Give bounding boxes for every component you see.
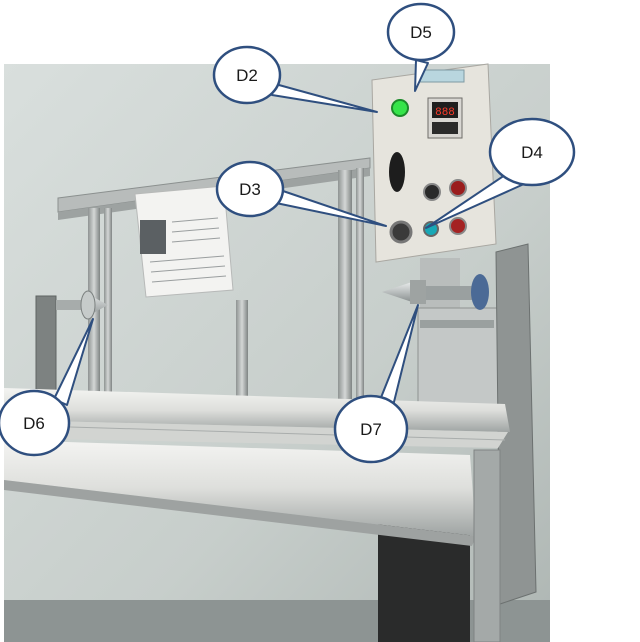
callout-d7-label: D7: [360, 420, 382, 439]
rotary-switch: [389, 152, 405, 192]
callout-d6: [0, 391, 69, 455]
callout-d7: [335, 396, 407, 462]
paper-sheet: [135, 186, 233, 297]
callout-d4: [490, 119, 574, 185]
green-indicator-light: [392, 100, 408, 116]
temperature-display: 888: [435, 107, 455, 119]
control-box: [372, 64, 496, 262]
callout-d5-label: D5: [410, 23, 432, 42]
callout-d2: [214, 47, 280, 103]
callout-d6-label: D6: [23, 414, 45, 433]
red-button-upper: [450, 180, 466, 196]
knob-d3: [391, 222, 411, 242]
callout-d3-label: D3: [239, 180, 261, 199]
callout-d3: [217, 162, 283, 216]
black-button: [424, 184, 440, 200]
callout-d2-label: D2: [236, 66, 258, 85]
callout-d5: [388, 4, 454, 60]
callout-d4-label: D4: [521, 143, 543, 162]
red-button-lower: [450, 218, 466, 234]
photo-area: [4, 64, 550, 642]
